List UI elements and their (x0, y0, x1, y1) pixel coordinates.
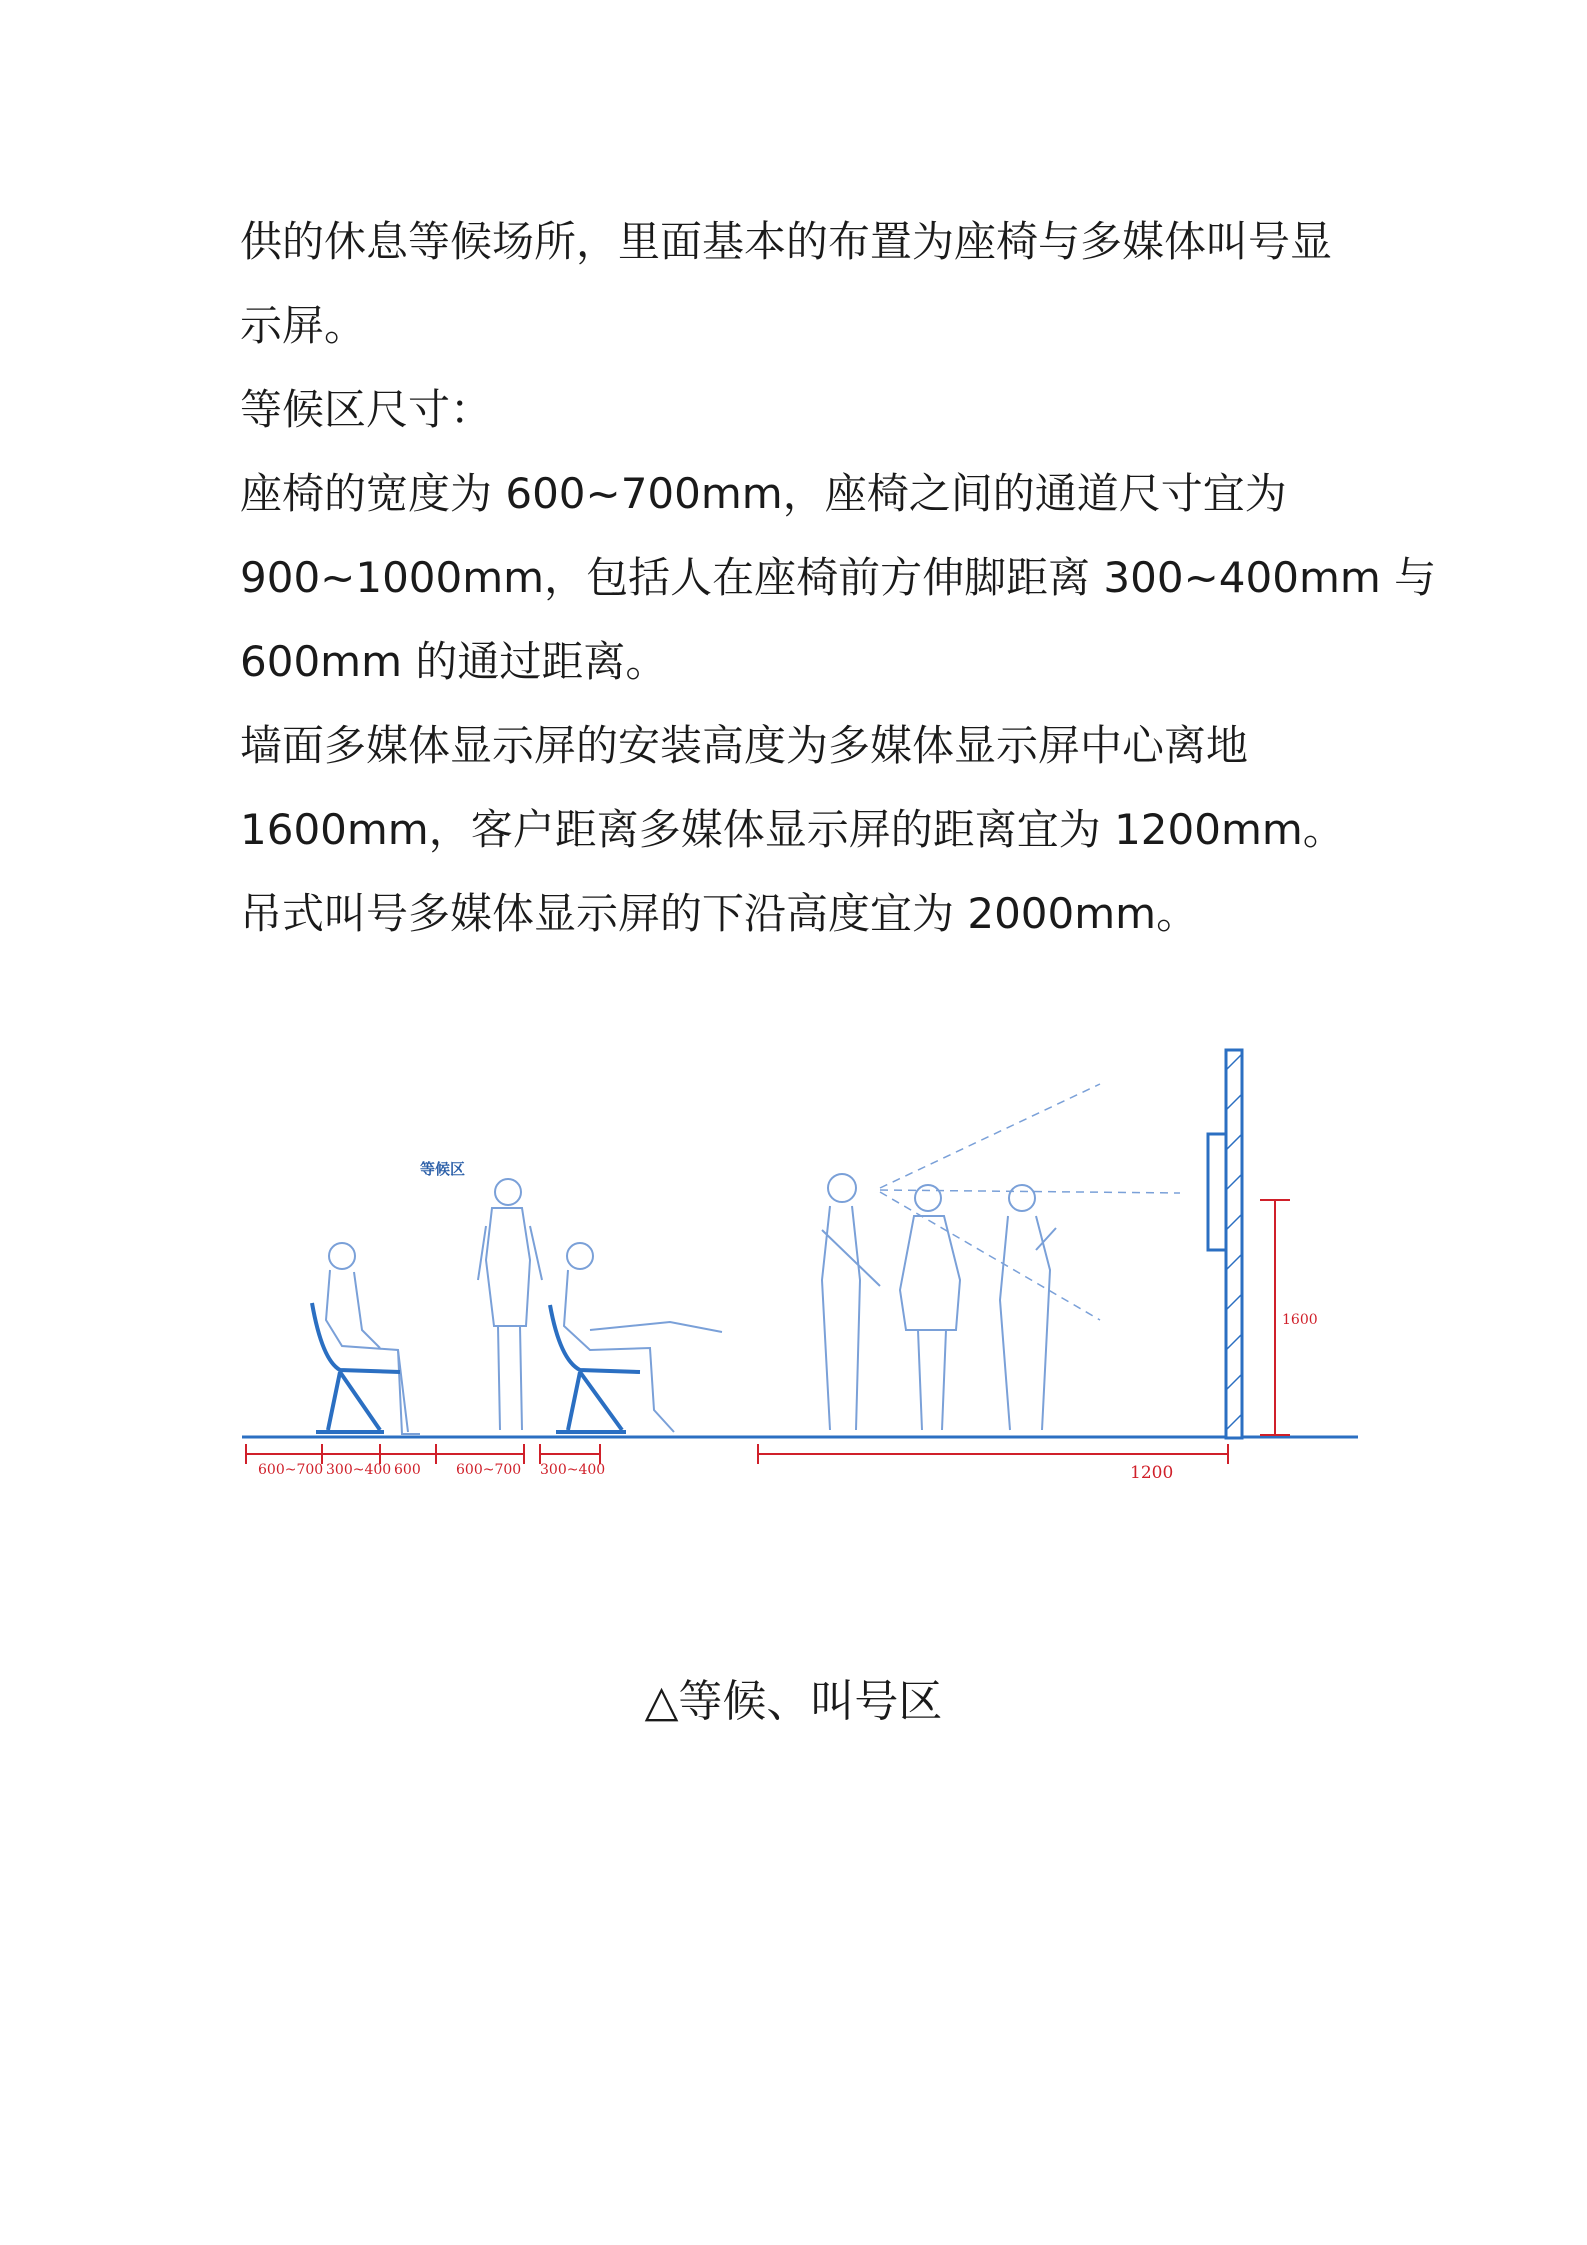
seated-person-icon (326, 1243, 420, 1434)
body-text (240, 200, 1437, 956)
paragraph-line: 900~1000mm，包括人在座椅前方伸脚距离 300~400mm 与 (240, 553, 1437, 602)
paragraph-line: 墙面多媒体显示屏的安装高度为多媒体显示屏中心离地 (240, 721, 1249, 770)
paragraph-line: 座椅的宽度为 600~700mm，座椅之间的通道尺寸宜为 (240, 469, 1287, 518)
paragraph-line: 示屏。 (240, 301, 367, 350)
dimension-label: 600~700 (456, 1462, 522, 1478)
standing-person-icon (1000, 1185, 1056, 1430)
screen-height-label: 1600 (1282, 1312, 1318, 1328)
dimension-lines (246, 1200, 1290, 1464)
screen-distance-label: 1200 (1130, 1463, 1174, 1483)
area-label: 等候区 (420, 1160, 466, 1178)
standing-person-icon (478, 1179, 542, 1430)
paragraph-line: 600mm 的通过距离。 (240, 637, 668, 686)
dimension-label: 300~400 (540, 1462, 606, 1478)
paragraph-line: 供的休息等候场所，里面基本的布置为座椅与多媒体叫号显 (240, 217, 1333, 266)
paragraph-line: 吊式叫号多媒体显示屏的下沿高度宜为 2000mm。 (240, 889, 1199, 938)
figure-caption: △等候、叫号区 (644, 1676, 943, 1727)
screen-icon (1208, 1134, 1226, 1250)
dimension-label: 300~400 (326, 1462, 392, 1478)
waiting-area-diagram (230, 1030, 1370, 1590)
dimension-label: 600 (394, 1462, 421, 1478)
section-heading: 等候区尺寸： (240, 385, 493, 434)
dimension-label: 600~700 (258, 1462, 324, 1478)
wall-icon (1226, 1050, 1242, 1438)
sight-lines (880, 1084, 1180, 1320)
paragraph-line: 1600mm，客户距离多媒体显示屏的距离宜为 1200mm。 (240, 805, 1345, 854)
seated-person-icon (564, 1243, 722, 1432)
standing-person-icon (822, 1174, 880, 1430)
chair-icon (312, 1303, 400, 1432)
